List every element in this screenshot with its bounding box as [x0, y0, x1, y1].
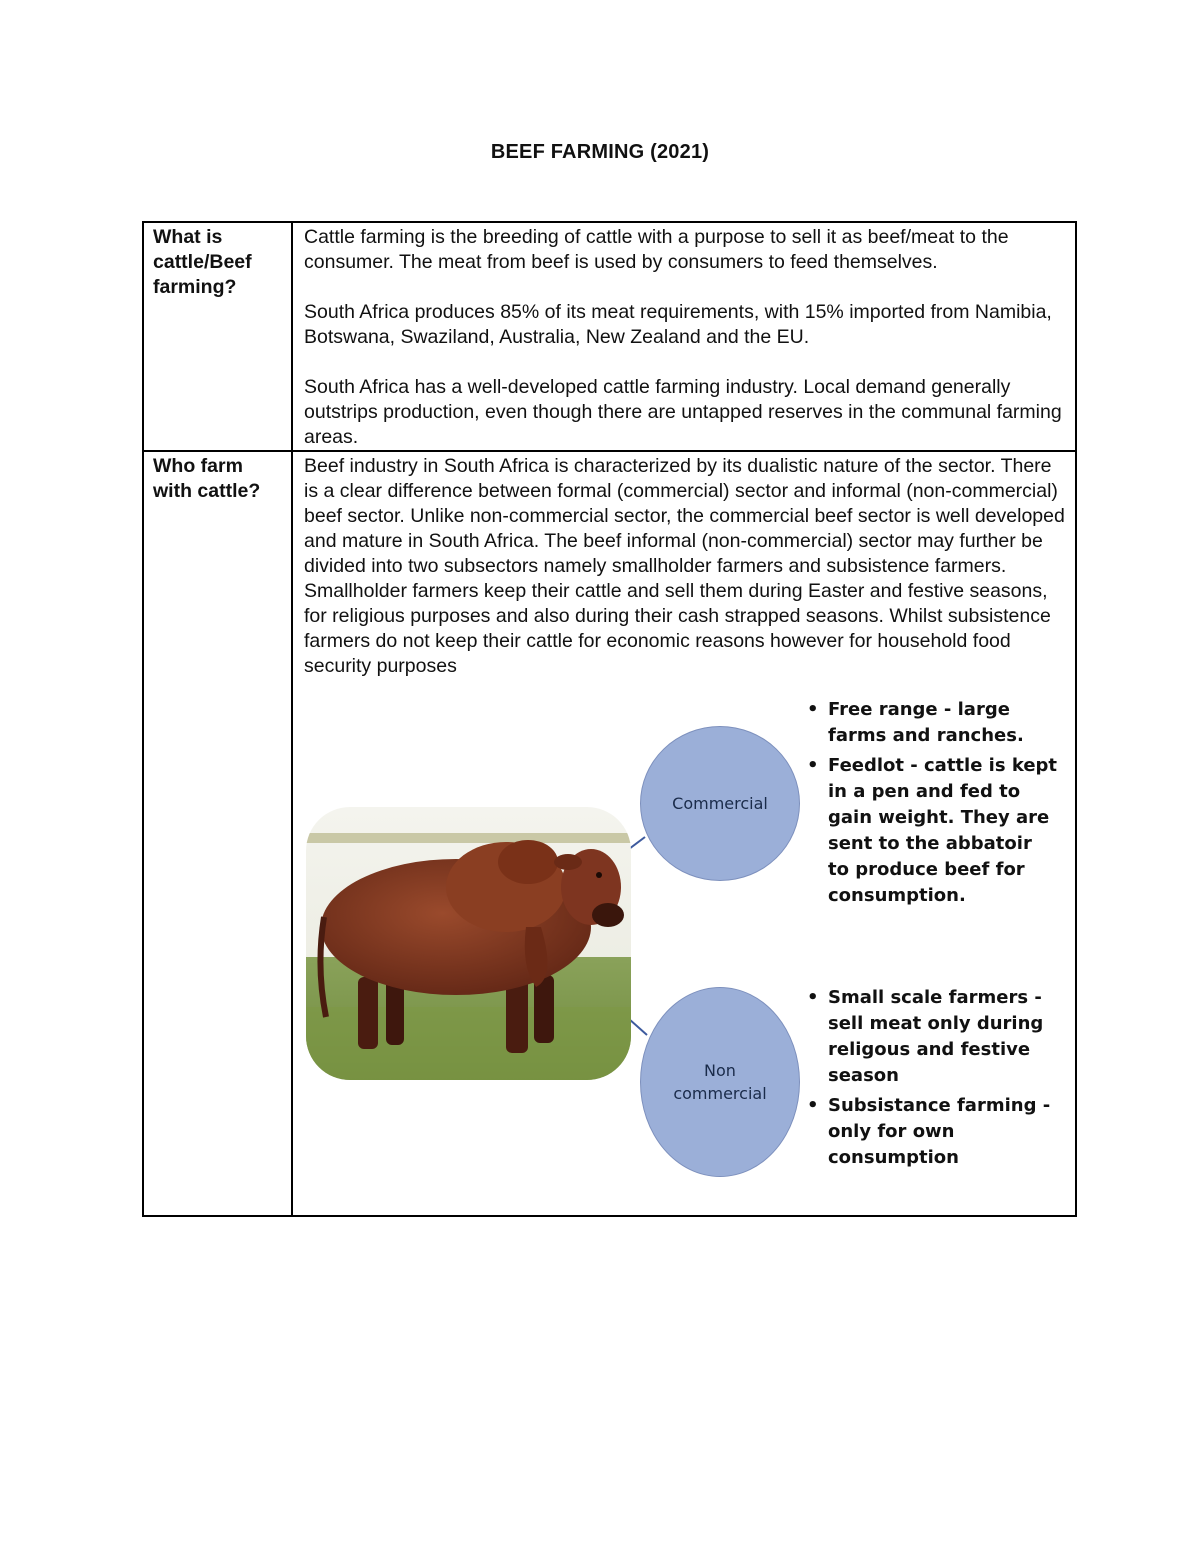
question-label: What is cattle/Beef farming?	[153, 226, 252, 298]
cattle-photo	[306, 807, 631, 1080]
non-commercial-circle	[640, 987, 800, 1177]
non-commercial-label: Non commercial	[673, 1061, 767, 1103]
answer-paragraph: South Africa has a well-developed cattle farming industry. Local demand generally outstrips production, even though there are untapped reserves in the communal farming areas.	[304, 376, 1062, 448]
answer-paragraph: Cattle farming is the breeding of cattle with a purpose to sell it as beef/meat to the consumer. The meat from beef is used by consumers to feed themselves.	[304, 226, 1009, 273]
question-label: Who farm with cattle?	[153, 455, 261, 502]
list-item: • Subsistance farming - only for own consumption	[803, 1093, 1058, 1171]
list-item: • Free range - large farms and ranches.	[803, 697, 1058, 749]
connector-line-non-commercial	[629, 1019, 647, 1035]
bull-image	[306, 807, 631, 1080]
cattle-sector-diagram	[293, 679, 1075, 1204]
commercial-circle	[640, 726, 800, 881]
commercial-label: Commercial	[672, 794, 768, 813]
answer-paragraph: Beef industry in South Africa is characterized by its dualistic nature of the sector. There is a clear difference between formal (commercial) sector and informal (non-commercial) beef sector. Unlike non-commercial sector, the commercial beef sector is well developed and mature in South Africa. The beef informal (non-commercial) sector may further be divided into two subsectors namely smallholder farmers and subsistence farmers. Smallholder farmers keep their cattle and sell them during Easter and festive seasons, for religious purposes and also during their cash strapped seasons. Whilst subsistence farmers do not keep their cattle for economic reasons however for household food security purposes	[304, 455, 1065, 677]
list-item: • Feedlot - cattle is kept in a pen and fed to gain weight. They are sent to the abbatoir to produce beef for consumption.	[803, 753, 1058, 909]
connector-line-commercial	[629, 837, 645, 849]
commercial-bullet-list	[803, 697, 1058, 913]
answer-cell	[292, 222, 1076, 451]
beef-farming-table	[142, 221, 1077, 1217]
page-title: BEEF FARMING (2021)	[490, 141, 710, 163]
table-row	[143, 451, 1076, 1216]
question-cell	[143, 451, 292, 1216]
answer-cell	[292, 451, 1076, 1216]
table-row	[143, 222, 1076, 451]
answer-paragraph: South Africa produces 85% of its meat requirements, with 15% imported from Namibia, Botswana, Swaziland, Australia, New Zealand and the EU.	[304, 301, 1052, 348]
list-item: • Small scale farmers - sell meat only during religous and festive season	[803, 985, 1058, 1089]
question-cell	[143, 222, 292, 451]
non-commercial-bullet-list	[803, 985, 1058, 1175]
